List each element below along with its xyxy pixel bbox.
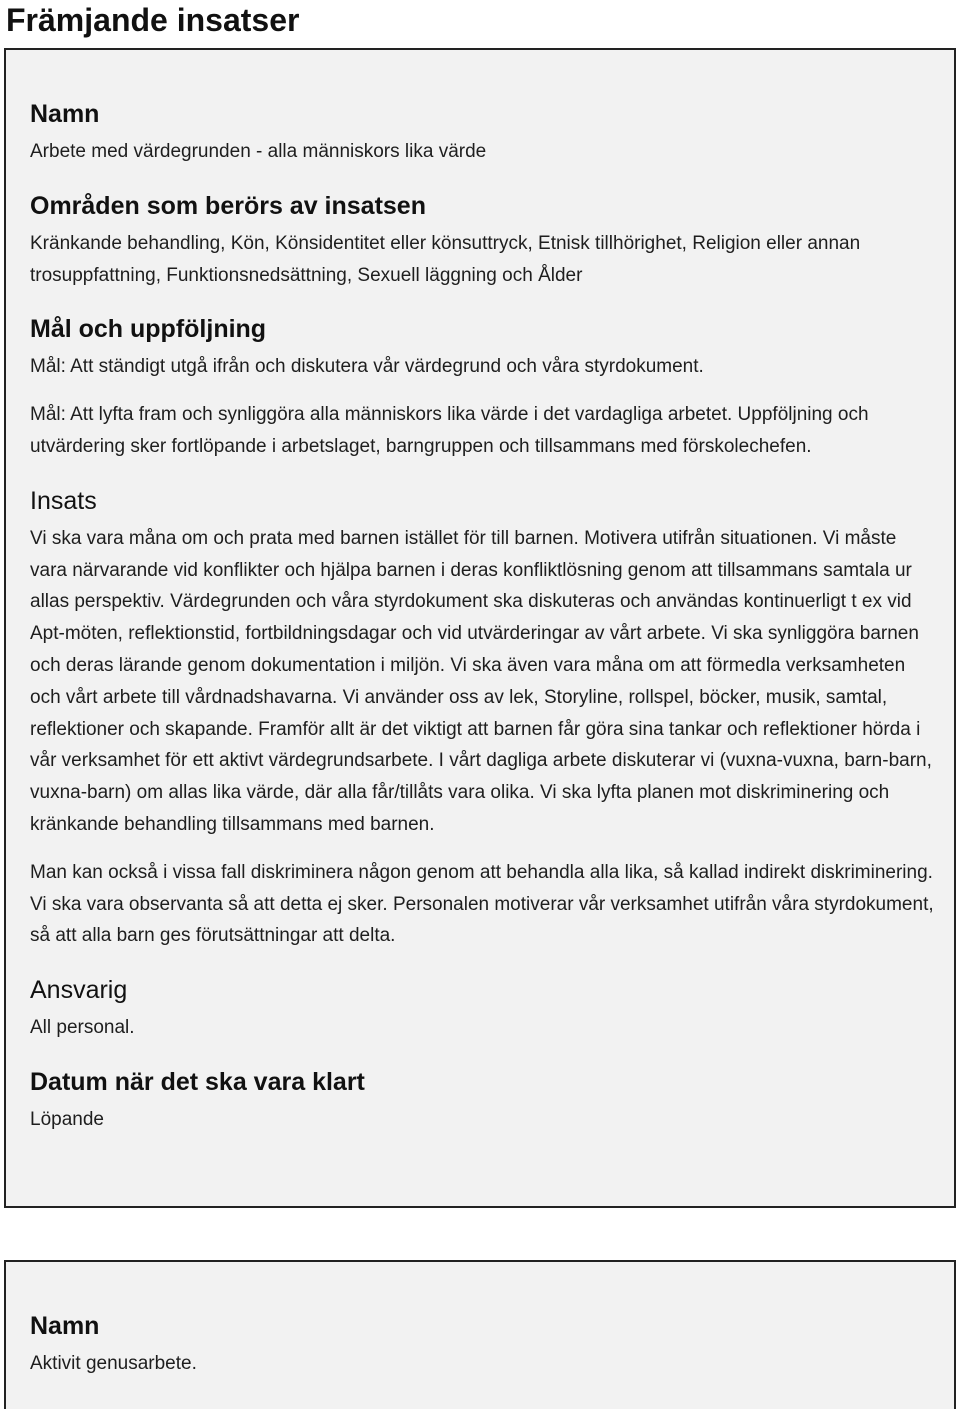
date-heading: Datum när det ska vara klart [30, 1067, 365, 1096]
date-value: Löpande [30, 1108, 104, 1130]
name-heading-2: Namn [30, 1312, 100, 1340]
responsible-heading: Ansvarig [30, 976, 128, 1005]
measure-card-2-content [30, 1310, 934, 1402]
responsible-value: All personal. [30, 1017, 135, 1039]
goals-paragraph-1: Mål: Att ständigt utgå ifrån och diskutera vår värdegrund och våra styrdokument. [30, 356, 704, 378]
effort-paragraph-1: Vi ska vara måna om och prata med barnen istället för till barnen. Motivera utifrån situationen. Vi måste vara närvarande vid konflikter och hjälpa barnen i deras konfliktlösning genom att tillsammans samtala ur allas perspektiv. Värdegrunden och våra styrdokument ska diskuteras och användas kontinuerligt t ex vid Apt-möten, reflektionstid, fortbildningsdagar och vid utvärderingar av vårt arbete. Vi ska synliggöra barnen och deras lärande genom dokumentation i miljön. Vi ska även vara måna om att förmedla verksamheten och vårt arbete till vårdnadshavarna. Vi använder oss av lek, Storyline, rollspel, böcker, musik, samtal, reflektioner och skapande. Framför allt är det viktigt att barnen får göra sina tankar och reflektioner hörda i vår verksamhet för ett aktivt värdegrundsarbete. I vårt dagliga arbete diskuterar vi (vuxna-vuxna, barn-barn, vuxna-barn) om allas lika värde, där alla får/tillåts vara olika. Vi ska lyfta planen mot diskriminering och kränkande behandling tillsammans med barnen. [30, 527, 932, 835]
goals-section [30, 313, 934, 462]
name-section-2 [30, 1310, 934, 1380]
areas-value: Kränkande behandling, Kön, Könsidentitet eller könsuttryck, Etnisk tillhörighet, Religion eller annan trosuppfattning, Funktionsnedsättning, Sexuell läggning och Ålder [30, 232, 861, 286]
name-section [30, 98, 934, 168]
goals-paragraph-2: Mål: Att lyfta fram och synliggöra alla människors lika värde i det vardagliga arbetet. Uppföljning och utvärdering sker fortlöpande i arbetslaget, barngruppen och tillsammans med förskolechefen. [30, 404, 869, 457]
areas-section [30, 190, 934, 292]
measure-card [4, 48, 956, 1208]
effort-paragraph-2: Man kan också i vissa fall diskriminera någon genom att behandla alla lika, så kallad indirekt diskriminering. Vi ska vara observanta så att detta ej sker. Personalen motiverar vår verksamhet utifrån våra styrdokument, så att alla barn ges förutsättningar att delta. [30, 861, 934, 947]
page-title: Främjande insatser [6, 2, 300, 38]
name-value: Arbete med värdegrunden - alla människors lika värde [30, 141, 487, 162]
responsible-section [30, 974, 934, 1044]
name-value-2: Aktivit genusarbete. [30, 1353, 197, 1374]
effort-heading: Insats [30, 486, 97, 515]
effort-section [30, 485, 934, 952]
goals-heading: Mål och uppföljning [30, 315, 267, 344]
areas-heading: Områden som berörs av insatsen [30, 191, 426, 220]
name-heading: Namn [30, 100, 100, 128]
measure-card-content [30, 98, 934, 1158]
date-section [30, 1066, 934, 1136]
measure-card-2 [4, 1260, 956, 1409]
